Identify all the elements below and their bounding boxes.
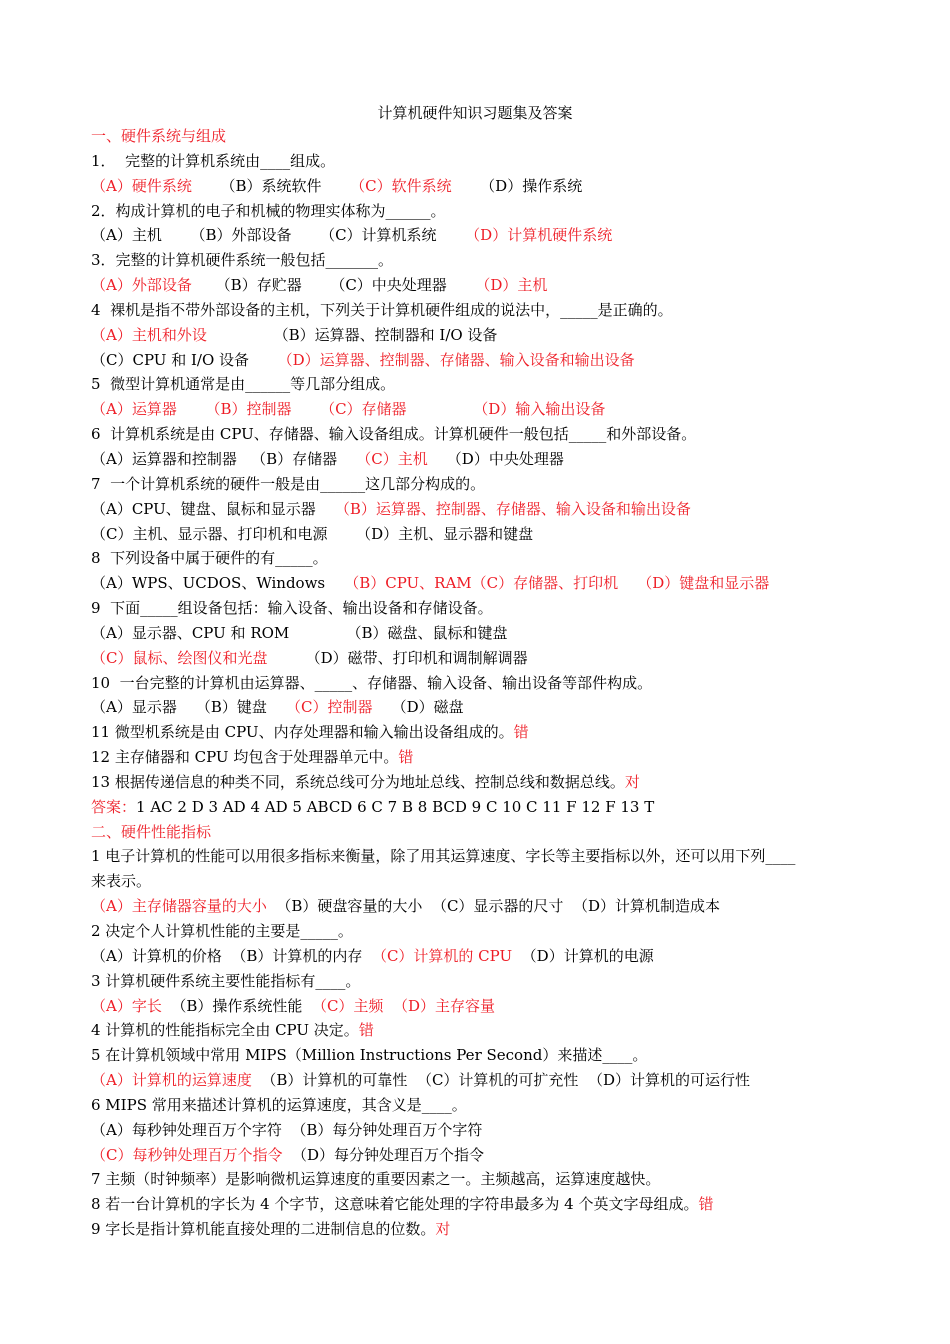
- text-line: [91, 1192, 871, 1217]
- text-line: [91, 1118, 871, 1143]
- text-line: [91, 770, 871, 795]
- answer-text: 对: [435, 1220, 451, 1239]
- text-line: [91, 969, 871, 994]
- answer-text: （B）运算器、控制器、存储器、输入设备和输出设备: [334, 499, 691, 518]
- question-text: 6 计算机系统是由 CPU、存储器、输入设备组成。计算机硬件一般包括_____和外部设备。: [91, 425, 697, 444]
- text-line: [91, 820, 871, 845]
- question-text: 1 AC 2 D 3 AD 4 AD 5 ABCD 6 C 7 B 8 BCD 9 C 10 C 11 F 12 F 13 T: [136, 797, 655, 816]
- text-line: [91, 1018, 871, 1043]
- text-line: [91, 844, 871, 869]
- question-text: 5 在计算机领域中常用 MIPS（Million Instructions Per Second）来描述____。: [91, 1046, 648, 1065]
- question-text: （D）操作系统: [451, 176, 583, 195]
- question-text: 2．构成计算机的电子和机械的物理实体称为______。: [91, 201, 446, 220]
- answer-text: （C）每秒钟处理百万个指令: [91, 1145, 283, 1164]
- document-body: [91, 124, 871, 1242]
- answer-text: （A）主机和外设: [91, 325, 207, 344]
- text-line: [91, 994, 871, 1019]
- answer-text: 错: [358, 1021, 374, 1040]
- answer-text: （B）CPU、RAM（C）存储器、打印机 （D）键盘和显示器: [344, 574, 770, 593]
- text-line: [91, 944, 871, 969]
- answer-text: （A）计算机的运算速度: [91, 1071, 252, 1090]
- question-text: 来表示。: [91, 872, 152, 891]
- question-text: （C）主机、显示器、打印机和电源 （D）主机、显示器和键盘: [91, 524, 534, 543]
- question-text: （B）存贮器 （C）中央处理器: [191, 276, 476, 295]
- question-text: 3．完整的计算机硬件系统一般包括_______。: [91, 251, 394, 270]
- question-text: （D）每分钟处理百万个指令: [282, 1145, 485, 1164]
- question-text: 4 计算机的性能指标完全由 CPU 决定。: [91, 1021, 359, 1040]
- text-line: [91, 223, 871, 248]
- answer-text: （C）控制器: [286, 698, 373, 717]
- answer-text: 错: [698, 1195, 714, 1214]
- text-line: [91, 671, 871, 696]
- text-line: [91, 646, 871, 671]
- text-line: [91, 248, 871, 273]
- text-line: [91, 1093, 871, 1118]
- text-line: [91, 522, 871, 547]
- question-text: （D）磁带、打印机和调制解调器: [267, 648, 528, 667]
- question-text: （A）WPS、UCDOS、Windows: [91, 574, 345, 593]
- question-text: （A）运算器和控制器 （B）存储器: [91, 449, 357, 468]
- text-line: [91, 497, 871, 522]
- text-line: [91, 795, 871, 820]
- question-text: （D）磁盘: [372, 698, 464, 717]
- question-text: （B）计算机的可靠性 （C）计算机的可扩充性 （D）计算机的可运行性: [251, 1071, 750, 1090]
- text-line: [91, 1143, 871, 1168]
- question-text: 8 若一台计算机的字长为 4 个字节，这意味着它能处理的字符串最多为 4 个英文字母组成。: [91, 1195, 699, 1214]
- question-text: 1． 完整的计算机系统由____组成。: [91, 151, 336, 170]
- text-line: [91, 695, 871, 720]
- text-line: [91, 447, 871, 472]
- text-line: [91, 919, 871, 944]
- question-text: （B）系统软件: [191, 176, 351, 195]
- text-line: [91, 124, 871, 149]
- question-text: （A）主机 （B）外部设备 （C）计算机系统: [91, 226, 466, 245]
- text-line: [91, 298, 871, 323]
- text-line: [91, 323, 871, 348]
- question-text: 13 根据传递信息的种类不同，系统总线可分为地址总线、控制总线和数据总线。: [91, 772, 625, 791]
- answer-text: （C）鼠标、绘图仪和光盘: [91, 648, 268, 667]
- text-line: [91, 745, 871, 770]
- answer-text: 对: [624, 772, 640, 791]
- answer-text: （C）软件系统: [350, 176, 452, 195]
- question-text: （A）显示器 （B）键盘: [91, 698, 287, 717]
- text-line: [91, 546, 871, 571]
- question-text: （D）计算机的电源: [512, 946, 654, 965]
- text-line: [91, 621, 871, 646]
- text-line: [91, 348, 871, 373]
- text-line: [91, 571, 871, 596]
- text-line: [91, 720, 871, 745]
- answer-text: （A）外部设备: [91, 276, 192, 295]
- question-text: （A）CPU、键盘、鼠标和显示器: [91, 499, 335, 518]
- answer-text: （C）主机: [356, 449, 428, 468]
- question-text: （D）中央处理器: [427, 449, 564, 468]
- question-text: 3 计算机硬件系统主要性能指标有____。: [91, 971, 361, 990]
- text-line: [91, 1068, 871, 1093]
- question-text: （B）运算器、控制器和 I/O 设备: [206, 325, 498, 344]
- text-line: [91, 174, 871, 199]
- question-text: （B）硬盘容量的大小 （C）显示器的尺寸 （D）计算机制造成本: [266, 897, 720, 916]
- question-text: （A）显示器、CPU 和 ROM （B）磁盘、鼠标和键盘: [91, 623, 508, 642]
- question-text: 1 电子计算机的性能可以用很多指标来衡量，除了用其运算速度、字长等主要指标以外，还可以用下列____: [91, 847, 796, 866]
- text-line: [91, 397, 871, 422]
- answer-text: 错: [513, 723, 529, 742]
- text-line: [91, 273, 871, 298]
- question-text: 4 裸机是指不带外部设备的主机，下列关于计算机硬件组成的说法中，_____是正确的。: [91, 300, 673, 319]
- answer-text: （A）主存储器容量的大小: [91, 897, 267, 916]
- text-line: [91, 894, 871, 919]
- question-text: 7 主频（时钟频率）是影响微机运算速度的重要因素之一。主频越高，运算速度越快。: [91, 1170, 661, 1189]
- text-line: [91, 1167, 871, 1192]
- answer-text: 一、硬件系统与组成: [91, 127, 227, 145]
- answer-text: 答案：: [91, 797, 137, 816]
- question-text: 11 微型机系统是由 CPU、内存处理器和输入输出设备组成的。: [91, 723, 514, 742]
- question-text: 2 决定个人计算机性能的主要是_____。: [91, 922, 353, 940]
- question-text: 9 字长是指计算机能直接处理的二进制信息的位数。: [91, 1220, 436, 1239]
- answer-text: （C）计算机的 CPU: [371, 946, 513, 965]
- answer-text: （C）主频 （D）主存容量: [311, 996, 495, 1015]
- question-text: （A）计算机的价格 （B）计算机的内存: [91, 946, 372, 965]
- text-line: [91, 149, 871, 174]
- text-line: [91, 199, 871, 224]
- question-text: 7 一个计算机系统的硬件一般是由______这几部分构成的。: [91, 474, 486, 493]
- answer-text: （D）主机: [475, 276, 548, 295]
- question-text: 5 微型计算机通常是由______等几部分组成。: [91, 375, 396, 394]
- answer-text: （D）计算机硬件系统: [465, 226, 613, 245]
- text-line: [91, 372, 871, 397]
- question-text: （C）CPU 和 I/O 设备: [91, 350, 278, 369]
- answer-text: 二、硬件性能指标: [91, 822, 212, 841]
- answer-text: 错: [398, 748, 414, 767]
- text-line: [91, 1043, 871, 1068]
- text-line: [91, 869, 871, 894]
- answer-text: （A）硬件系统: [91, 176, 192, 195]
- question-text: （A）每秒钟处理百万个字符 （B）每分钟处理百万个字符: [91, 1120, 483, 1139]
- page-title: 计算机硬件知识习题集及答案: [377, 104, 573, 122]
- answer-text: （D）运算器、控制器、存储器、输入设备和输出设备: [277, 350, 635, 369]
- question-text: 8 下列设备中属于硬件的有_____。: [91, 549, 328, 568]
- text-line: [91, 422, 871, 447]
- question-text: （B）操作系统性能: [161, 996, 312, 1015]
- text-line: [91, 1217, 871, 1242]
- question-text: 6 MIPS 常用来描述计算机的运算速度，其含义是____。: [91, 1095, 467, 1114]
- question-text: 10 一台完整的计算机由运算器、_____、存储器、输入设备、输出设备等部件构成。: [91, 673, 653, 692]
- question-text: 9 下面_____组设备包括：输入设备、输出设备和存储设备。: [91, 599, 493, 618]
- text-line: [91, 596, 871, 621]
- question-text: 12 主存储器和 CPU 均包含于处理器单元中。: [91, 748, 399, 767]
- answer-text: （A）运算器 （B）控制器 （C）存储器 （D）输入输出设备: [91, 400, 606, 419]
- text-line: [91, 472, 871, 497]
- answer-text: （A）字长: [91, 996, 162, 1015]
